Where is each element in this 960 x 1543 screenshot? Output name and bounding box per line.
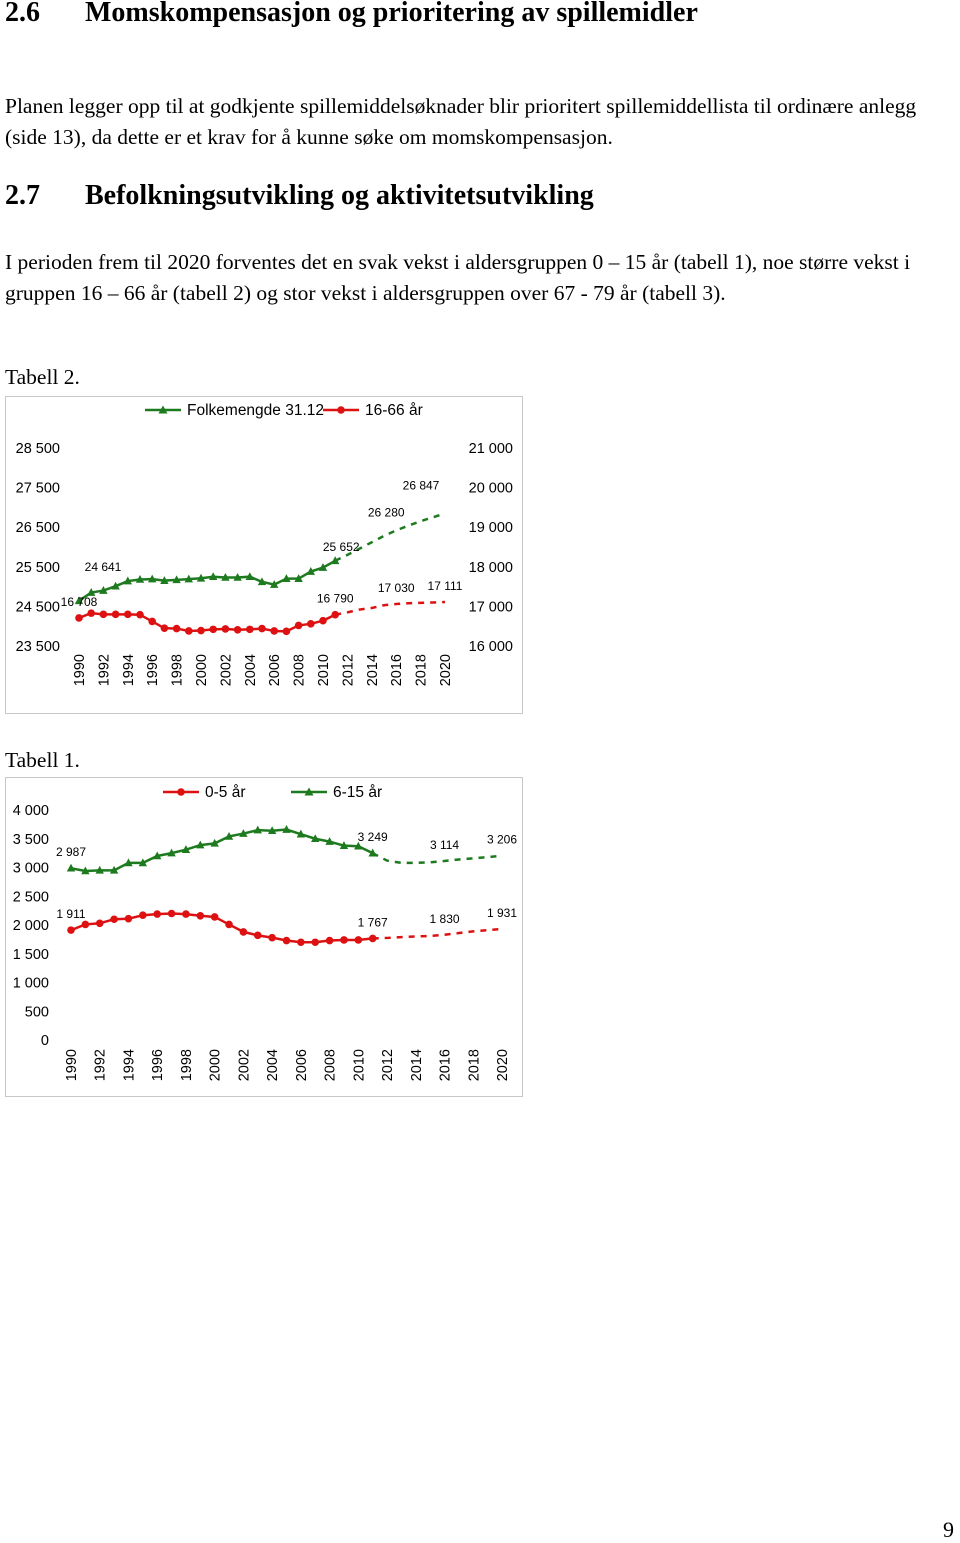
- y-left-tick-label: 1 500: [12, 946, 49, 963]
- data-point: [270, 627, 278, 635]
- data-label: 26 847: [402, 478, 440, 493]
- legend-label-0-5-r: 0-5 år: [205, 784, 246, 801]
- section-title: Befolkningsutvikling og aktivitetsutvikling: [85, 180, 594, 211]
- y-left-tick-label: 1 000: [12, 975, 49, 992]
- y-left-tick-label: 2 500: [12, 889, 49, 906]
- data-point: [222, 625, 230, 633]
- x-tick-label: 2004: [242, 654, 259, 687]
- data-point: [161, 624, 169, 632]
- x-tick-label: 1990: [64, 1049, 80, 1082]
- chart-tabell-2-svg: [5, 396, 523, 714]
- x-tick-label: 1998: [169, 654, 186, 687]
- y-left-tick-label: 500: [24, 1004, 49, 1021]
- data-point: [225, 921, 233, 929]
- x-tick-label: 2010: [316, 654, 332, 687]
- data-label: 1 767: [357, 915, 388, 930]
- data-point: [326, 937, 334, 945]
- data-label: 17 111: [427, 579, 463, 594]
- data-label: 2 987: [55, 845, 87, 860]
- x-tick-label: 2020: [495, 1049, 511, 1082]
- data-point: [369, 935, 377, 943]
- x-tick-label: 2008: [291, 654, 308, 687]
- y-left-tick-label: 28 500: [15, 441, 60, 457]
- y-left-tick-label: 26 500: [15, 520, 60, 537]
- legend-marker: [337, 406, 345, 414]
- y-left-tick-label: 3 000: [12, 860, 49, 877]
- data-point: [209, 626, 217, 634]
- data-label: 26 280: [367, 505, 405, 520]
- table-caption-1: Tabell 1.: [5, 748, 80, 772]
- x-tick-label: 2018: [413, 654, 430, 687]
- x-tick-label: 1996: [150, 1049, 167, 1082]
- data-point: [307, 620, 315, 628]
- x-tick-label: 2014: [408, 1049, 425, 1082]
- data-point: [295, 622, 303, 630]
- data-point: [82, 921, 90, 929]
- data-label: 16 790: [316, 591, 354, 606]
- x-tick-label: 2006: [293, 1049, 310, 1082]
- x-tick-label: 1998: [178, 1049, 195, 1082]
- data-label: 3 206: [486, 832, 518, 847]
- y-right-tick-label: 20 000: [468, 480, 513, 497]
- y-right-tick-label: 16 000: [468, 639, 513, 655]
- y-left-tick-label: 0: [40, 1033, 49, 1049]
- data-label: 24 641: [84, 559, 122, 574]
- y-right-tick-label: 19 000: [468, 520, 513, 537]
- data-point: [240, 928, 248, 936]
- x-tick-label: 2006: [267, 654, 284, 687]
- legend-marker: [177, 788, 185, 796]
- data-point: [297, 938, 305, 946]
- x-tick-label: 2000: [207, 1049, 224, 1082]
- x-tick-label: 1992: [92, 1049, 109, 1082]
- data-label: 1 830: [429, 911, 460, 926]
- x-tick-label: 2014: [364, 654, 381, 687]
- data-point: [311, 938, 319, 946]
- data-point: [75, 614, 83, 622]
- data-point: [319, 617, 327, 625]
- y-left-tick-label: 25 500: [15, 559, 60, 576]
- data-point: [136, 611, 144, 619]
- data-point: [148, 618, 156, 626]
- data-point: [112, 611, 120, 619]
- section-heading-2-7: [5, 180, 594, 212]
- chart-tabell-2: [5, 396, 523, 714]
- y-left-tick-label: 23 500: [15, 639, 60, 655]
- x-tick-label: 1994: [120, 654, 137, 687]
- y-left-tick-label: 24 500: [15, 599, 60, 616]
- data-point: [100, 611, 108, 619]
- data-point: [268, 934, 276, 942]
- x-tick-label: 2016: [389, 654, 406, 687]
- data-point: [185, 627, 193, 635]
- y-right-tick-label: 17 000: [468, 599, 513, 616]
- data-point: [110, 915, 118, 923]
- x-tick-label: 2002: [218, 654, 235, 687]
- data-label: 1 911: [56, 907, 86, 922]
- data-point: [331, 611, 339, 619]
- section-title: Momskompensasjon og prioritering av spillemidler: [85, 0, 698, 28]
- y-left-tick-label: 4 000: [12, 803, 49, 819]
- data-point: [211, 913, 219, 921]
- data-label: 3 114: [429, 837, 460, 852]
- data-point: [173, 625, 181, 633]
- x-tick-label: 2002: [236, 1049, 253, 1082]
- y-right-tick-label: 18 000: [468, 559, 513, 576]
- data-point: [234, 626, 242, 634]
- page-number: 9: [943, 1517, 954, 1542]
- table-caption-2: Tabell 2.: [5, 365, 80, 389]
- paragraph-befolkning: I perioden frem til 2020 forventes det en svak vekst i aldersgruppen 0 – 15 år (tabell 1), noe større vekst i gruppen 16 – 66 år (tabell 2) og stor vekst i aldersgruppen over 67 - 79 år (tabell 3).: [5, 250, 911, 305]
- chart-tabell-1: [5, 777, 523, 1097]
- data-point: [197, 912, 205, 920]
- data-point: [197, 627, 205, 635]
- data-label: 3 249: [357, 830, 388, 845]
- legend-label-6-15-r: 6-15 år: [333, 784, 383, 801]
- data-label: 16 708: [60, 594, 98, 609]
- data-point: [168, 910, 176, 918]
- y-left-tick-label: 27 500: [15, 480, 60, 497]
- data-label: 17 030: [377, 581, 415, 596]
- y-left-tick-label: 3 500: [12, 831, 49, 848]
- paragraph-momskompensasjon: Planen legger opp til at godkjente spillemiddelsøknader blir prioritert spillemiddellista til ordinære anlegg (side 13), da dette er et krav for å kunne søke om momskompensasjon.: [5, 94, 917, 149]
- data-point: [182, 910, 190, 918]
- x-tick-label: 2000: [194, 654, 210, 687]
- data-point: [283, 628, 291, 636]
- x-tick-label: 2008: [322, 1049, 339, 1082]
- data-point: [246, 626, 254, 634]
- x-tick-label: 2012: [340, 654, 357, 687]
- x-tick-label: 2012: [380, 1049, 397, 1082]
- data-point: [153, 910, 161, 918]
- section-heading-2-6: [5, 0, 698, 29]
- data-label: 1 931: [486, 905, 518, 920]
- data-point: [254, 932, 262, 940]
- data-point: [258, 625, 266, 633]
- chart-tabell-1-svg: [5, 777, 523, 1097]
- data-point: [96, 919, 104, 927]
- data-point: [87, 609, 95, 617]
- x-tick-label: 2016: [437, 1049, 454, 1082]
- legend-label-folkemengde-31-12: Folkemengde 31.12: [187, 402, 325, 419]
- data-point: [125, 915, 133, 923]
- data-point: [124, 611, 132, 619]
- data-point: [340, 936, 348, 944]
- x-tick-label: 2020: [438, 654, 454, 687]
- data-point: [283, 937, 291, 945]
- legend-label-16-66-r: 16-66 år: [365, 402, 423, 419]
- data-label: 25 652: [322, 539, 360, 554]
- x-tick-label: 1990: [72, 654, 88, 687]
- data-point: [139, 911, 147, 919]
- y-right-tick-label: 21 000: [468, 441, 513, 457]
- x-tick-label: 2010: [351, 1049, 368, 1082]
- y-left-tick-label: 2 000: [12, 918, 49, 934]
- x-tick-label: 1994: [121, 1049, 138, 1082]
- section-number: 2.7: [5, 180, 40, 211]
- section-number: 2.6: [5, 0, 40, 28]
- x-tick-label: 1996: [145, 654, 162, 687]
- data-point: [355, 936, 363, 944]
- x-tick-label: 1992: [96, 654, 113, 687]
- x-tick-label: 2018: [466, 1049, 483, 1082]
- x-tick-label: 2004: [265, 1049, 282, 1082]
- data-point: [67, 926, 75, 934]
